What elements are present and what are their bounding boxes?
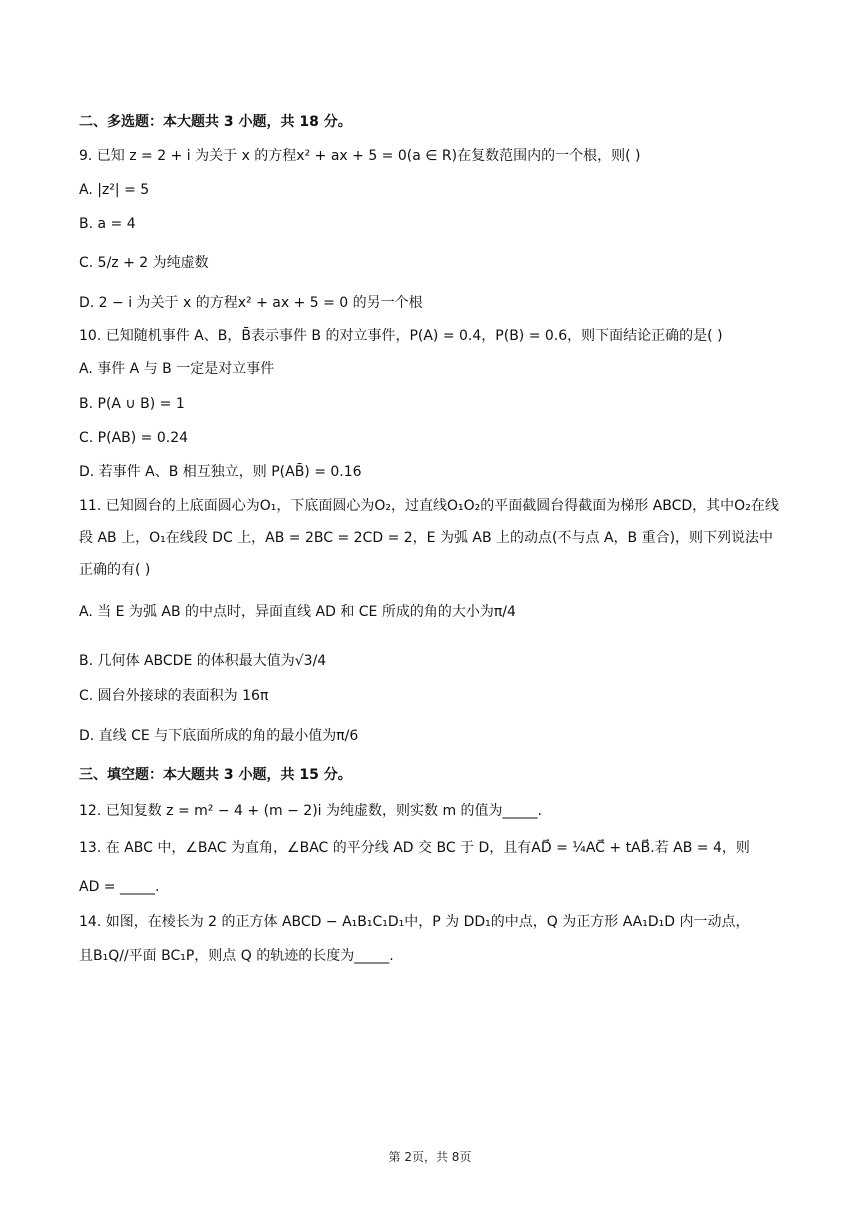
q10-option-b: B. P(A ∪ B) = 1 [79, 396, 185, 412]
q13-stem: 13. 在 ABC 中，∠BAC 为直角，∠BAC 的平分线 AD 交 BC 于 D，且有AD⃗ = ¼AC⃗ + tAB⃗.若 AB = 4，则 [79, 840, 750, 856]
section2-header: 二、多选题：本大题共 3 小题，共 18 分。 [79, 114, 352, 130]
q10-stem: 10. 已知随机事件 A、B，B̄表示事件 B 的对立事件，P(A) = 0.4，P(B) = 0.6，则下面结论正确的是( ) [79, 328, 723, 344]
q11-option-a: A. 当 E 为弧 AB 的中点时，异面直线 AD 和 CE 所成的角的大小为π/4 [79, 604, 516, 620]
q9-option-b: B. a = 4 [79, 216, 136, 232]
q11-option-c: C. 圆台外接球的表面积为 16π [79, 688, 269, 704]
q11-stem: 11. 已知圆台的上底面圆心为O₁，下底面圆心为O₂，过直线O₁O₂的平面截圆台得截面为梯形 ABCD，其中O₂在线段 AB 上，O₁在线段 DC 上，AB = 2BC = 2CD = 2，E 为弧 AB 上的动点(不与点 A，B 重合)，则下列说法中正确的有( ) [79, 498, 779, 578]
q10-option-d: D. 若事件 A、B 相互独立，则 P(AB̄) = 0.16 [79, 464, 362, 480]
q10-option-a: A. 事件 A 与 B 一定是对立事件 [79, 361, 275, 377]
page-footer: 第 2页，共 8页 [388, 1150, 472, 1164]
q9-option-d: D. 2 − i 为关于 x 的方程x² + ax + 5 = 0 的另一个根 [79, 295, 423, 311]
q10-option-c: C. P(AB) = 0.24 [79, 430, 189, 446]
q13-continuation: AD = _____. [79, 879, 160, 895]
q9-stem: 9. 已知 z = 2 + i 为关于 x 的方程x² + ax + 5 = 0(a ∈ R)在复数范围内的一个根，则( ) [79, 148, 641, 164]
q11-option-d: D. 直线 CE 与下底面所成的角的最小值为π/6 [79, 728, 359, 744]
q12-stem: 12. 已知复数 z = m² − 4 + (m − 2)i 为纯虚数，则实数 m 的值为_____. [79, 803, 542, 819]
q9-option-a: A. |z²| = 5 [79, 182, 150, 198]
q9-option-c: C. 5/z + 2 为纯虚数 [79, 255, 209, 271]
section3-header: 三、填空题：本大题共 3 小题，共 15 分。 [79, 767, 352, 783]
q14-stem: 14. 如图，在棱长为 2 的正方体 ABCD − A₁B₁C₁D₁中，P 为 DD₁的中点，Q 为正方形 AA₁D₁D 内一动点， [79, 914, 750, 930]
q11-option-b: B. 几何体 ABCDE 的体积最大值为√3/4 [79, 653, 327, 669]
q14-continuation: 且B₁Q//平面 BC₁P，则点 Q 的轨迹的长度为_____. [79, 948, 394, 964]
